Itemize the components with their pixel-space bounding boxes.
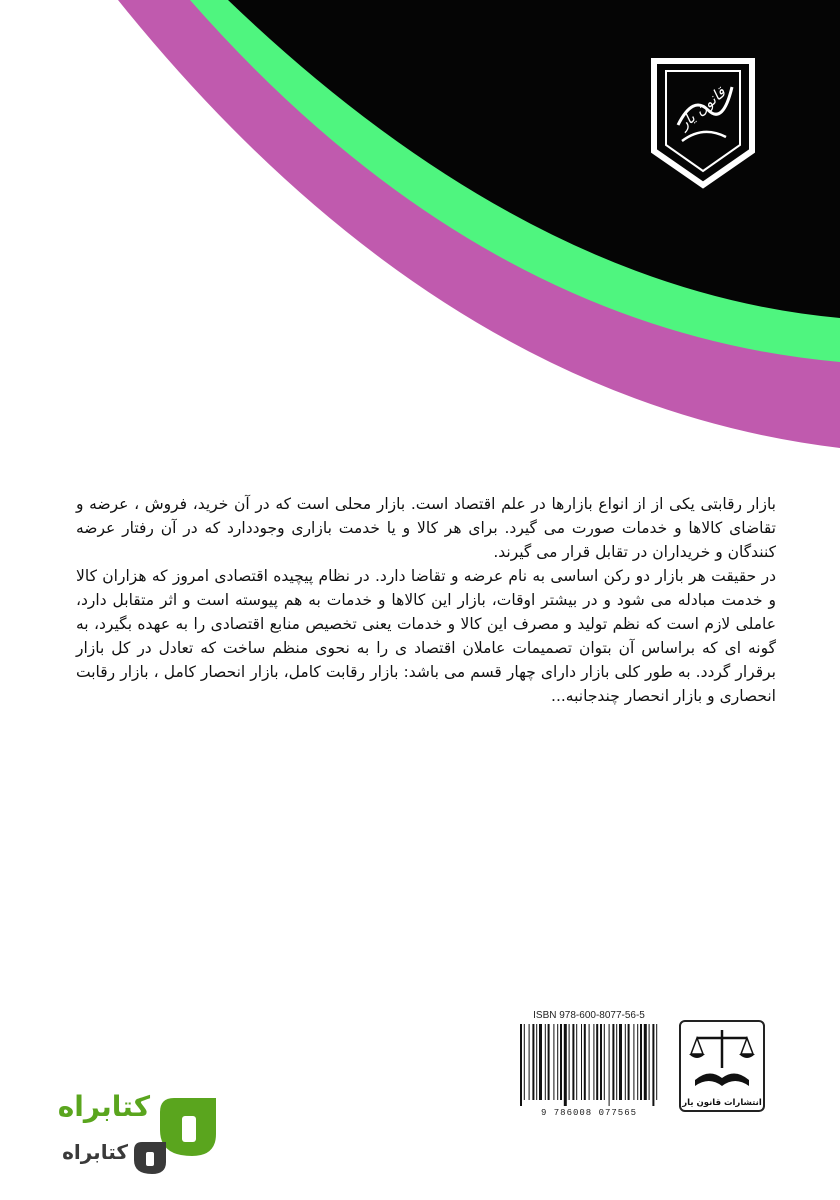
publisher-name: انتشارات قانون یار [682, 1098, 762, 1108]
watermark-text: کتابراه [57, 1090, 150, 1123]
barcode-icon [516, 1024, 662, 1106]
blurb-paragraph-2: در حقیقت هر بازار دو رکن اساسی به نام عرضه و تقاضا دارد. در نظام پیچیده اقتصادی امروز که هزاران کالا و خدمت مبادله می شود و در بیشتر اوقات، بازار این کالاها و خدمات به هم پیوسته است و اثر متقابل دارد، عاملی لازم است که نظم تولید و مصرف این کالا و خدمات یعنی تخصیص منابع اقتصادی را به عهده بگیرد، به گونه ای که براساس آن بتوان تصمیمات عاملان اقتصاد ی را به نحوی منظم ساخت که تعادل در کل بازار برقرار گردد. به طور کلی بازار دارای چهار قسم می باشد: بازار رقابت کامل، بازار انحصار کامل ، بازار رقابت انحصاری و بازار انحصار چندجانبه... [76, 567, 776, 705]
publisher-logo [679, 1020, 765, 1112]
back-cover-blurb [76, 492, 776, 708]
emblem-calligraphy: قانون یار [674, 83, 730, 133]
ketabrah-small-logo-icon [130, 1138, 170, 1178]
ketabrah-watermark [40, 1090, 230, 1190]
isbn-barcode-block [512, 1010, 666, 1122]
isbn-digits: 9 786008 077565 [540, 1108, 637, 1118]
scales-of-justice-book-icon [681, 1024, 763, 1094]
blurb-paragraph-1: بازار رقابتی یکی از از انواع بازارها در علم اقتصاد است. بازار محلی است که در آن خرید، فروش ، عرضه و تقاضای کالاها و خدمات صورت می گیرد. برای هر کالا و یا خدمت بازاری وجوددارد که در آن رفتار عرضه کنندگان و خریداران در تقابل قرار می گیرند. [76, 495, 776, 561]
isbn-label: ISBN 978-600-8077-56-5 [533, 1010, 645, 1021]
watermark-text-small: کتابراه [62, 1140, 128, 1164]
